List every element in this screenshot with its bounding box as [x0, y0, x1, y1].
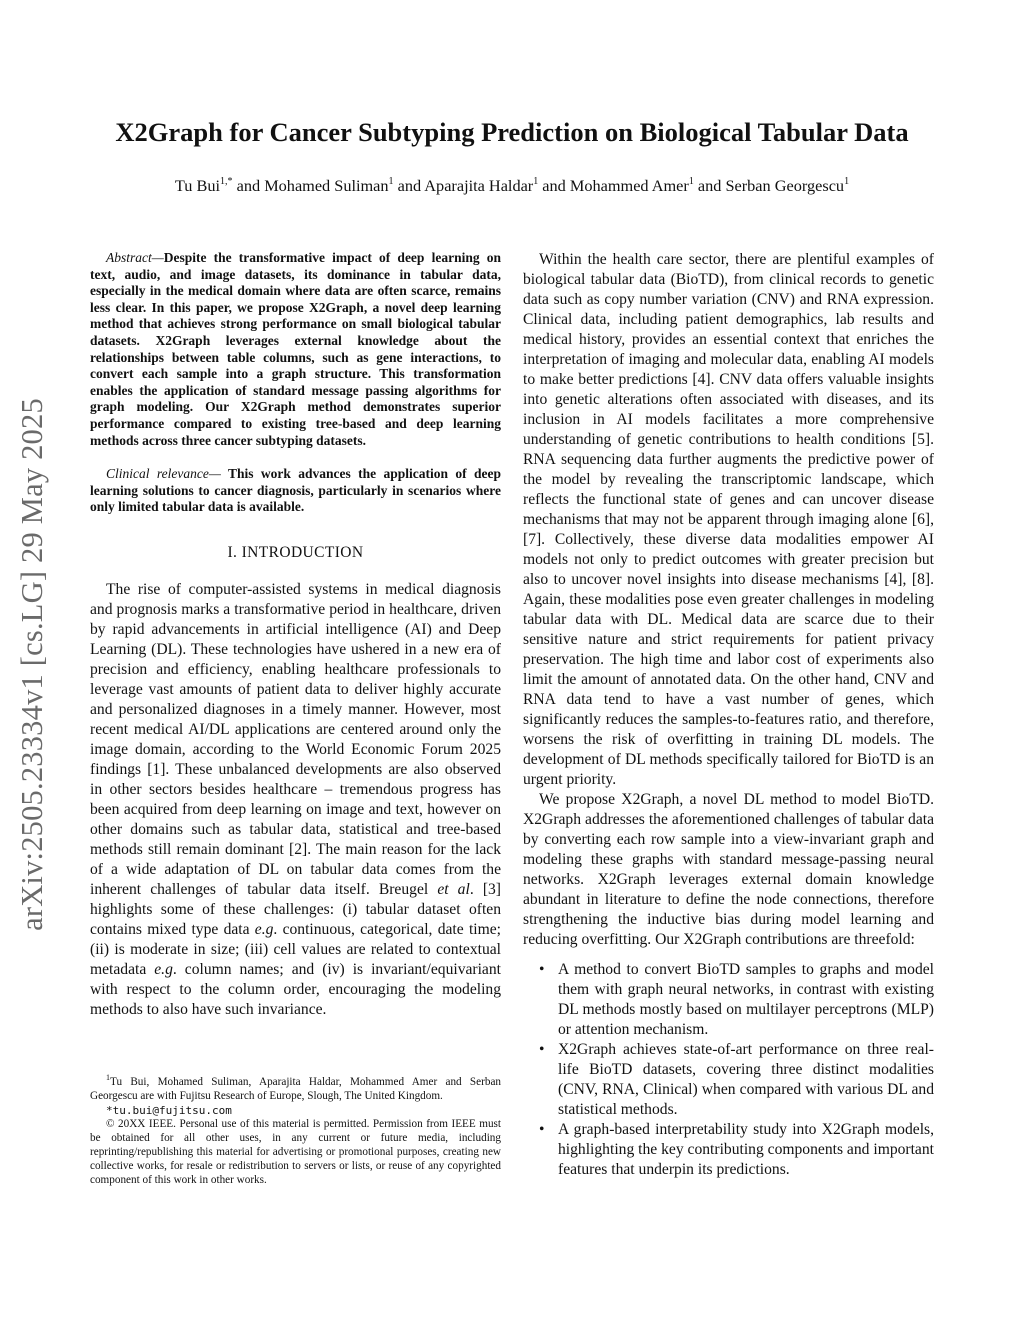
footnotes [90, 1073, 501, 1187]
author-name: Aparajita Haldar [424, 176, 534, 195]
paper-title: X2Graph for Cancer Subtyping Prediction on Biological Tabular Data [115, 117, 909, 147]
intro-italic-eg: e.g [154, 960, 173, 978]
intro-text: . [3] highlights some of these challenges: (i) tabular dataset often contains mixed type data [90, 880, 501, 938]
author-separator: and [693, 176, 726, 195]
intro-text: . continuous, categorical, date time; (ii) is moderate in size; (iii) cell values are related to contextual metadata [90, 920, 501, 978]
intro-text: The rise of computer-assisted systems in medical diagnosis and prognosis marks a transformative period in healthcare, driven by rapid advancements in artificial intelligence (AI) and Deep Learning (DL). These technologies have ushered in a new era of precision and efficiency, enabling healthcare professionals to leverage vast amounts of patient data to deliver highly accurate and personalized diagnoses in a timely manner. However, most recent medical AI/DL applications are centered around only the image domain, according to the World Economic Forum 2025 findings [1]. These unbalanced developments are also observed in other sectors besides healthcare – tremendous progress has been acquired from deep learning on image and text, however on other domains such as tabular data, statistical and tree-based methods still remain dominant [2]. The main reason for the lack of a wide adaptation of DL on tabular data comes from the inherent challenges of tabular data itself. Breugel [90, 580, 501, 898]
abstract-text: Despite the transformative impact of deep learning on text, audio, and image datasets, its dominance in tabular data, especially in the medical domain where data are often scarce, remains less clear. In this paper, we propose X2Graph, a novel deep learning method that achieves strong performance on small biological tabular datasets. X2Graph leverages external knowledge about the relationships between table columns, such as gene interactions, to convert each sample into a graph structure. This transformation enables the application of standard message passing algorithms for graph modeling. Our X2Graph method demonstrates superior performance compared to existing tree-based and deep learning methods across three cancer subtyping datasets. [90, 250, 501, 448]
bullet-icon: • [539, 961, 545, 978]
affiliation-text: Tu Bui, Mohamed Suliman, Aparajita Haldar, Mohammed Amer and Serban Georgescu are with Fujitsu Research of Europe, Slough, The United Kingdom. [90, 1076, 501, 1102]
author-name: Serban Georgescu [725, 176, 845, 195]
author-name: Mohamed Suliman [264, 176, 389, 195]
list-item-text: A method to convert BioTD samples to graphs and model them with graph neural networks, in contrast with existing DL methods mostly based on multilayer perceptrons (MLP) or attention mechanism. [558, 961, 934, 1038]
list-item-text: X2Graph achieves state-of-art performance on three real-life BioTD datasets, covering three distinct modalities (CNV, RNA, Clinical) when compared with various DL and statistical methods. [558, 1041, 934, 1118]
clinical-relevance-lead: Clinical relevance— [106, 466, 221, 482]
author-separator: and [393, 176, 425, 195]
intro-paragraph [90, 580, 501, 1020]
author-affiliation-mark: 1 [844, 176, 850, 187]
right-column [523, 250, 934, 1180]
left-column [90, 250, 501, 1020]
author-affiliation-mark: 1 [388, 176, 394, 187]
clinical-relevance [90, 466, 501, 516]
abstract [90, 250, 501, 449]
list-item [523, 1120, 934, 1180]
list-item-text: A graph-based interpretability study into X2Graph models, highlighting the key contributing components and important features that underpin its predictions. [558, 1121, 934, 1178]
intro-italic-etal: et al [437, 880, 470, 898]
footnote-mark: 1 [106, 1073, 110, 1082]
author-list [60, 176, 964, 196]
author-affiliation-mark: 1 [533, 176, 539, 187]
list-item [523, 1040, 934, 1120]
author-affiliation-mark: 1,* [220, 176, 233, 187]
author-name: Tu Bui [174, 176, 221, 195]
affiliation-footnote [90, 1073, 501, 1104]
intro-text: . column names; and (iv) is invariant/equivariant with respect to the column order, encouraging the modeling methods to also have such invariance. [90, 960, 501, 1018]
email-address: *tu.bui@fujitsu.com [106, 1103, 232, 1117]
author-affiliation-mark: 1 [688, 176, 694, 187]
author-name: Mohammed Amer [569, 176, 689, 195]
email-footnote [90, 1104, 501, 1119]
arxiv-identifier-stamp [10, 368, 54, 960]
abstract-lead: Abstract— [106, 250, 164, 265]
proposal-paragraph: We propose X2Graph, a novel DL method to model BioTD. X2Graph addresses the aforementioned challenges of tabular data by converting each row sample into a view-invariant graph and modeling these graphs with standard message-passing neural networks. X2Graph leverages external domain knowledge abundant in literature to define the node connections, therefore strengthening the inductive bias during model learning and reducing overfitting. Our X2Graph contributions are threefold: [523, 791, 934, 948]
clinical-relevance-text: This work advances the application of deep learning solutions to cancer diagnosis, particularly in scenarios where only limited tabular data is available. [90, 466, 501, 515]
author-separator: and [232, 176, 265, 195]
arxiv-identifier-text: arXiv:2505.23334v1 [cs.LG] 29 May 2025 [14, 397, 49, 931]
copyright-notice: © 20XX IEEE. Personal use of this material is permitted. Permission from IEEE must be obtained for all other uses, in any current or future media, including reprinting/republishing this material for advertising or promotional purposes, creating new collective works, for resale or redistribution to servers or lists, or reuse of any copyrighted component of this work in other works. [90, 1118, 501, 1186]
contributions-list [523, 960, 934, 1180]
intro-italic-eg: e.g [254, 920, 274, 938]
section-heading-introduction: I. INTRODUCTION [227, 543, 364, 561]
author-separator: and [538, 176, 570, 195]
biotd-paragraph: Within the health care sector, there are plentiful examples of biological tabular data (BioTD), from clinical records to genetic data such as copy number variation (CNV) and RNA expression. Clinical data, including patient demographics, lab results and medical history, provides an essential context that enriches the interpretation of imaging and molecular data, enabling AI models to make better predictions [4]. CNV data offers valuable insights into genetic alterations often associated with diseases, and its inclusion in AI models facilitates a more comprehensive understanding of genetic contributions to health conditions [5]. RNA sequencing data further augments the predictive power of the model by revealing the transcriptomic landscape, which reflects the functional state of genes and can uncover disease mechanisms that may not be apparent through imaging alone [6], [7]. Collectively, these diverse data modalities empower AI models not only to predict outcomes with greater precision but also to uncover novel insights into disease mechanisms [4], [8]. Again, these modalities pose even greater challenges in modeling tabular data with DL. Medical data are scarce due to their sensitive nature and strict requirements for patient privacy preservation. The high time and labor cost of experiments also limit the amount of annotated data. On the other hand, CNV and RNA data tend to have a vast number of genes, which significantly reduces the samples-to-features ratio, and therefore, worsens the risk of overfitting in training DL models. The development of DL methods specifically tailored for BioTD is an urgent priority. [523, 251, 934, 788]
bullet-icon: • [539, 1121, 545, 1138]
list-item [523, 960, 934, 1040]
bullet-icon: • [539, 1041, 545, 1058]
